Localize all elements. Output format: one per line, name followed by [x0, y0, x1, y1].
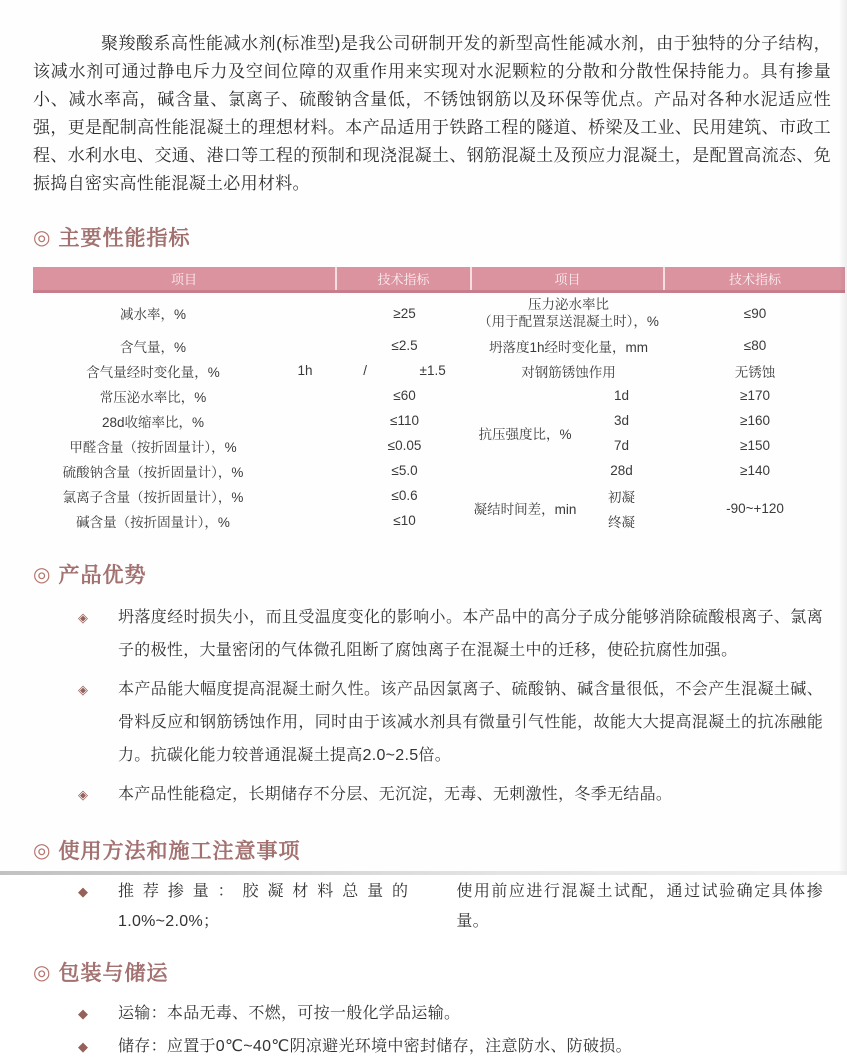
diamond-bullet-icon: ◈: [78, 682, 88, 697]
section-title: 产品优势: [58, 564, 147, 587]
table-cell-value: ≥170: [740, 388, 770, 403]
table-cell-sub: [273, 293, 337, 333]
table-cell-label: [472, 293, 665, 333]
table-header-row: [33, 267, 845, 293]
diamond-bullet-icon: ◆: [78, 1039, 88, 1054]
table-cell-value: -90~+120: [726, 500, 784, 516]
section-marker-icon: ◎: [33, 839, 52, 862]
table-cell-label: 含气量，%: [119, 339, 186, 355]
list-item: [33, 877, 831, 937]
table-body: [33, 293, 845, 533]
table-cell-value: ≥150: [740, 438, 770, 453]
section-heading-performance: [33, 222, 831, 252]
list-item-text: 本产品性能稳定，长期储存不分层、无沉淀，无毒、无刺激性，冬季无结晶。: [118, 786, 673, 803]
list-item-text: 运输：本品无毒、不燃，可按一般化学品运输。: [118, 1005, 461, 1022]
table-cell-label-setting: 凝结时间差，min: [473, 502, 577, 517]
performance-table: [33, 267, 845, 533]
table-cell-label: 含气量经时变化量，%: [86, 364, 220, 380]
table-header-spec-left: 技术指标: [337, 267, 472, 290]
value-text: ±1.5: [419, 363, 446, 378]
table-cell-sub: 终凝: [608, 514, 635, 530]
table-cell-value: ≤0.6: [391, 488, 418, 503]
table-cell-label: 硫酸钠含量（按折固量计），%: [62, 464, 244, 480]
label-line1: 压力泌水率比: [528, 297, 609, 312]
usage-list: [33, 877, 831, 937]
table-cell-label-strength: 抗压强度比，%: [478, 427, 572, 442]
table-cell-value: ≤60: [393, 388, 416, 403]
diamond-bullet-icon: ◈: [78, 787, 88, 802]
table-cell-age: 28d: [610, 463, 633, 478]
table-header-spec-right: 技术指标: [728, 272, 781, 287]
section-heading-packaging: [33, 957, 831, 987]
table-cell-value: ≤110: [390, 413, 419, 428]
table-cell-label: 常压泌水率比，%: [99, 389, 207, 405]
list-item: [33, 673, 831, 772]
table-cell-label: 减水率，%: [119, 307, 186, 322]
list-item: [33, 778, 831, 811]
table-cell-value: [337, 358, 472, 383]
section-marker-icon: ◎: [33, 226, 52, 249]
list-item: [33, 1032, 831, 1062]
table-cell-age: 3d: [613, 413, 630, 428]
list-item-text: 坍落度经时损失小，而且受温度变化的影响小。本产品中的高分子成分能够消除硫酸根离子、氯离子的极性，大量密闭的气体微孔阻断了腐蚀离子在混凝土中的迁移，使砼抗腐性加强。: [118, 609, 823, 659]
table-cell-label: 氯离子含量（按折固量计），%: [62, 489, 244, 505]
section-heading-advantages: [33, 559, 831, 589]
list-item-text: 本产品能大幅度提高混凝土耐久性。该产品因氯离子、硫酸钠、碱含量很低，不会产生混凝土碱、骨料反应和钢筋锈蚀作用，同时由于该减水剂具有微量引气性能，故能大大提高混凝土的抗冻融能力。抗碳化能力较普通混凝土提高2.0~2.5倍。: [118, 681, 823, 764]
table-cell-value: ≤10: [393, 513, 416, 528]
table-cell-sub: 初凝: [608, 489, 635, 505]
usage-trial-text: 使用前应进行混凝土试配，通过试验确定具体掺量。: [456, 883, 823, 930]
intro-paragraph: 聚羧酸系高性能减水剂(标准型)是我公司研制开发的新型高性能减水剂，由于独特的分子结构，该减水剂可通过静电斥力及空间位障的双重作用来实现对水泥颗粒的分散和分散性保持能力。具有掺量小、减水率高，碱含量、氯离子、硫酸钠含量低，不锈蚀钢筋以及环保等优点。产品对各种水泥适应性强，更是配制高性能混凝土的理想材料。本产品适用于铁路工程的隧道、桥梁及工业、民用建筑、市政工程、水利水电、交通、港口等工程的预制和现浇混凝土、钢筋混凝土及预应力混凝土，是配置高流态、免振捣自密实高性能混凝土必用材料。: [33, 34, 831, 193]
table-cell-label: 对钢筋锈蚀作用: [521, 364, 616, 380]
section-marker-icon: ◎: [33, 563, 52, 586]
table-cell-value: ≤0.05: [387, 438, 422, 453]
table-cell-value: ≤5.0: [391, 463, 418, 478]
section-marker-icon: ◎: [33, 961, 52, 984]
list-item-text: 储存：应置于0℃~40℃阴凉避光环境中密封储存，注意防水、防破损。: [118, 1038, 632, 1055]
table-cell-sub: 1h: [297, 363, 313, 378]
slash-separator: /: [363, 363, 368, 378]
table-cell-value: ≥25: [393, 305, 416, 321]
table-header-item-left: 项目: [33, 267, 337, 290]
table-cell-label: 28d收缩率比，%: [101, 414, 205, 430]
label-line2: （用于配置泵送混凝土时），%: [478, 314, 659, 329]
table-cell-label: 坍落度1h经时变化量，mm: [488, 339, 648, 355]
table-cell-label: 碱含量（按折固量计），%: [76, 514, 230, 530]
list-item: [33, 999, 831, 1029]
section-title: 包装与储运: [58, 962, 169, 985]
table-cell-age: 7d: [613, 438, 630, 453]
packaging-list: [33, 999, 831, 1062]
diamond-bullet-icon: ◆: [78, 884, 88, 899]
table-cell-value: ≤90: [743, 305, 767, 321]
diamond-bullet-icon: ◈: [78, 610, 88, 625]
table-cell-value: ≤2.5: [391, 338, 418, 353]
table-cell-value: ≤80: [743, 338, 767, 353]
usage-dosage-text: 推荐掺量：胶凝材料总量的1.0%~2.0%；: [118, 883, 409, 930]
advantages-list: [33, 601, 831, 811]
table-cell-label: 甲醛含量（按折固量计），%: [69, 439, 237, 455]
table-cell-value: ≥140: [740, 463, 770, 478]
list-item-text: [118, 877, 831, 937]
table-cell-age: 1d: [613, 388, 630, 403]
table-header-item-right: 项目: [472, 267, 665, 290]
section-title: 主要性能指标: [58, 227, 191, 250]
list-item: [33, 601, 831, 667]
diamond-bullet-icon: ◆: [78, 1006, 88, 1021]
table-cell-value: ≥160: [740, 413, 770, 428]
section-title: 使用方法和施工注意事项: [58, 840, 301, 863]
section-heading-usage: [33, 835, 831, 865]
table-cell-value: 无锈蚀: [734, 364, 776, 380]
